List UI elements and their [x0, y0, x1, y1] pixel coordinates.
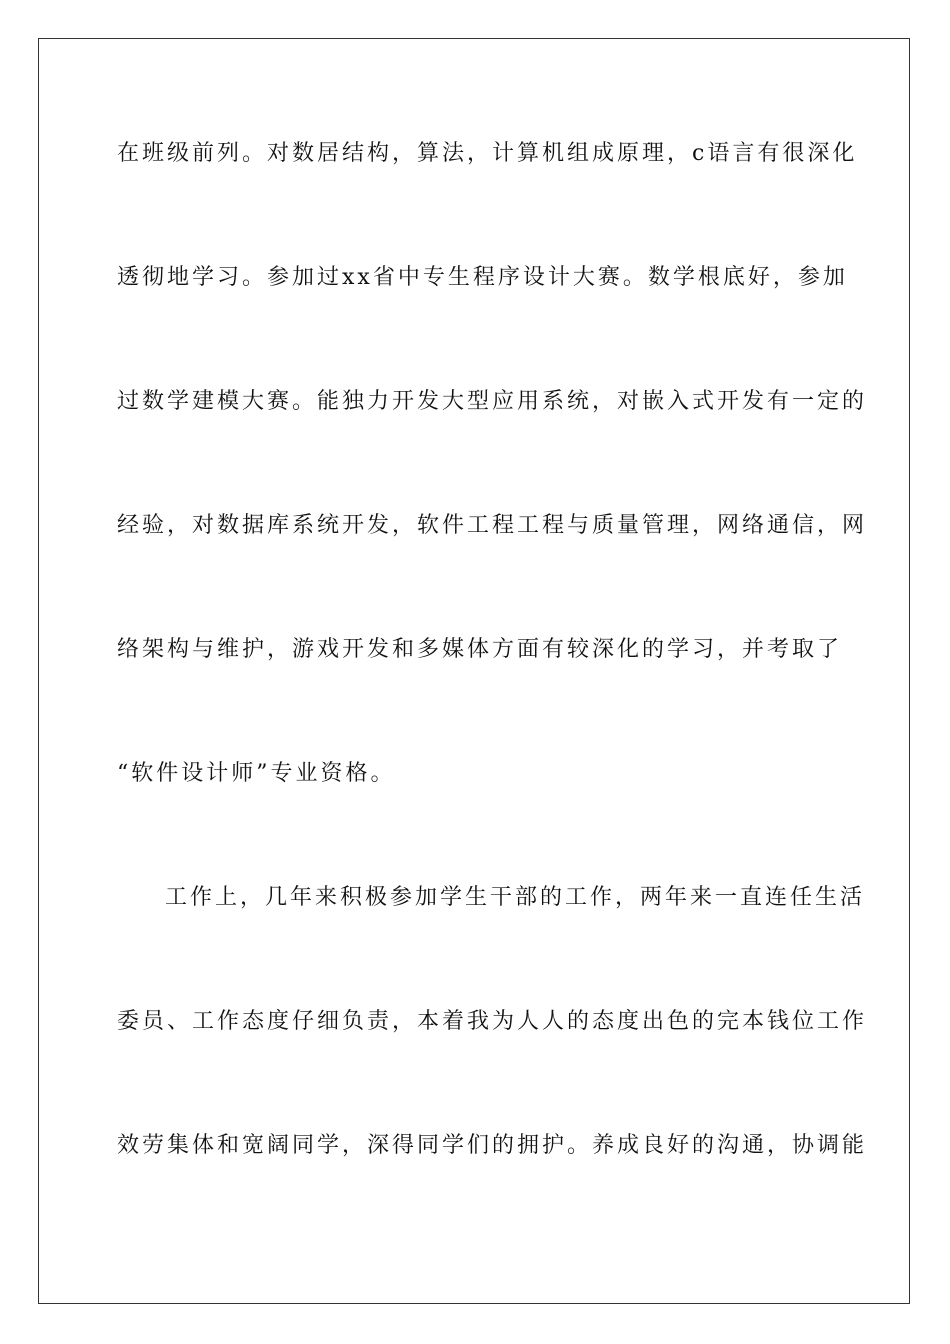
text-line-1: 在班级前列。对数居结构，算法，计算机组成原理，c语言有很深化 [117, 141, 858, 166]
page-frame [38, 38, 910, 1304]
text-line-8: 委员、工作态度仔细负责，本着我为人人的态度出色的完本钱位工作 [117, 1009, 868, 1034]
text-line-2: 透彻地学习。参加过xx省中专生程序设计大赛。数学根底好，参加 [117, 265, 848, 290]
text-line-4: 经验，对数据库系统开发，软件工程工程与质量管理，网络通信，网 [117, 513, 868, 538]
text-line-9: 效劳集体和宽阔同学，深得同学们的拥护。养成良好的沟通，协调能 [117, 1133, 868, 1158]
text-line-6: “软件设计师”专业资格。 [117, 761, 396, 786]
text-line-7-paragraph-start: 工作上，几年来积极参加学生干部的工作，两年来一直连任生活 [165, 885, 866, 910]
text-line-3: 过数学建模大赛。能独力开发大型应用系统，对嵌入式开发有一定的 [117, 389, 868, 414]
text-line-5: 络架构与维护，游戏开发和多媒体方面有较深化的学习，并考取了 [117, 637, 843, 662]
